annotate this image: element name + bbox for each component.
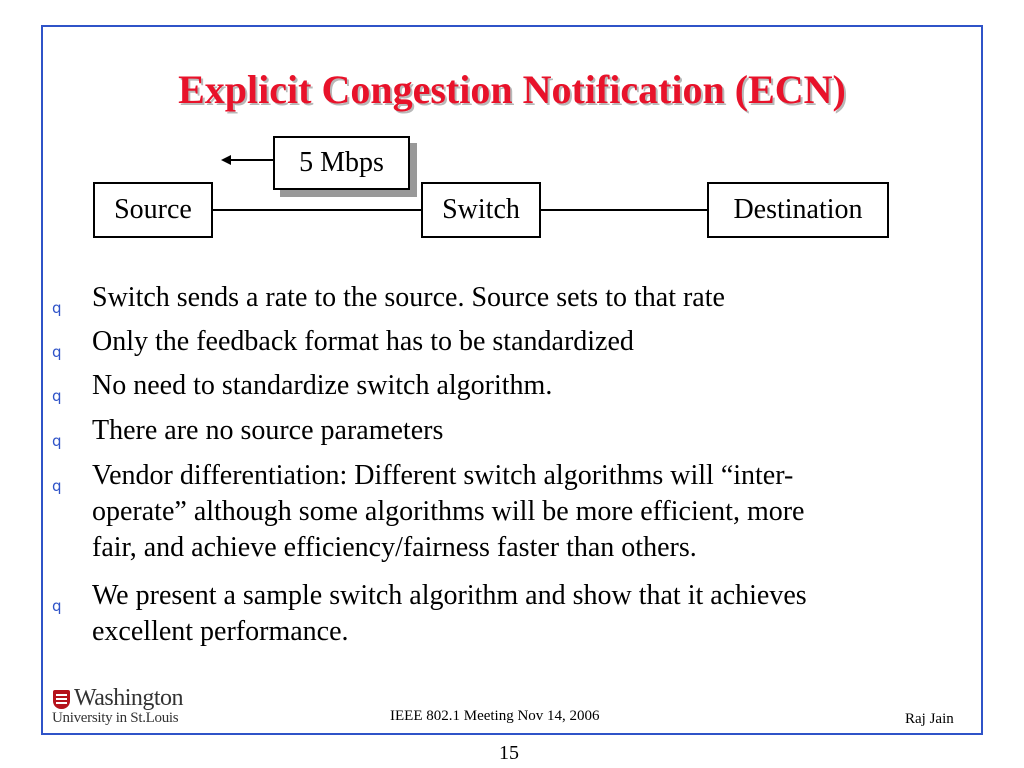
logo-name: Washington [74,685,184,711]
bullet-text-line: Vendor differentiation: Different switch algorithms will “inter- [92,460,794,491]
source-node: Source [93,182,213,238]
bullet-icon: q [52,299,62,317]
bullet-text-line: fair, and achieve efficiency/fairness faster than others. [92,532,697,563]
bullet-text-line: excellent performance. [92,616,349,647]
bullet-icon: q [52,477,62,495]
switch-destination-link [540,209,709,211]
switch-node: Switch [421,182,541,238]
slide-title: Explicit Congestion Notification (ECN) [178,67,846,112]
bullet-text-line: We present a sample switch algorithm and show that it achieves [92,580,807,611]
university-logo [49,686,199,730]
source-switch-link [212,209,423,211]
footer-author: Raj Jain [905,711,954,727]
bullet-text: No need to standardize switch algorithm. [92,370,553,401]
bullet-text [92,578,972,650]
feedback-arrow-line [229,159,273,161]
bullet-text: Switch sends a rate to the source. Source sets to that rate [92,282,725,313]
destination-node: Destination [707,182,889,238]
bullet-text: There are no source parameters [92,415,444,446]
rate-box: 5 Mbps [273,136,410,190]
bullet-icon: q [52,432,62,450]
footer-meeting: IEEE 802.1 Meeting Nov 14, 2006 [390,708,600,724]
logo-subtitle: University in St.Louis [52,710,179,726]
bullet-text: Only the feedback format has to be standardized [92,326,634,357]
bullet-icon: q [52,597,62,615]
page-number: 15 [499,742,519,764]
bullet-icon: q [52,343,62,361]
bullet-text-line: operate” although some algorithms will be more efficient, more [92,496,805,527]
shield-icon [53,690,70,709]
left-arrow-icon [221,155,231,165]
bullet-text [92,458,972,566]
bullet-icon: q [52,387,62,405]
